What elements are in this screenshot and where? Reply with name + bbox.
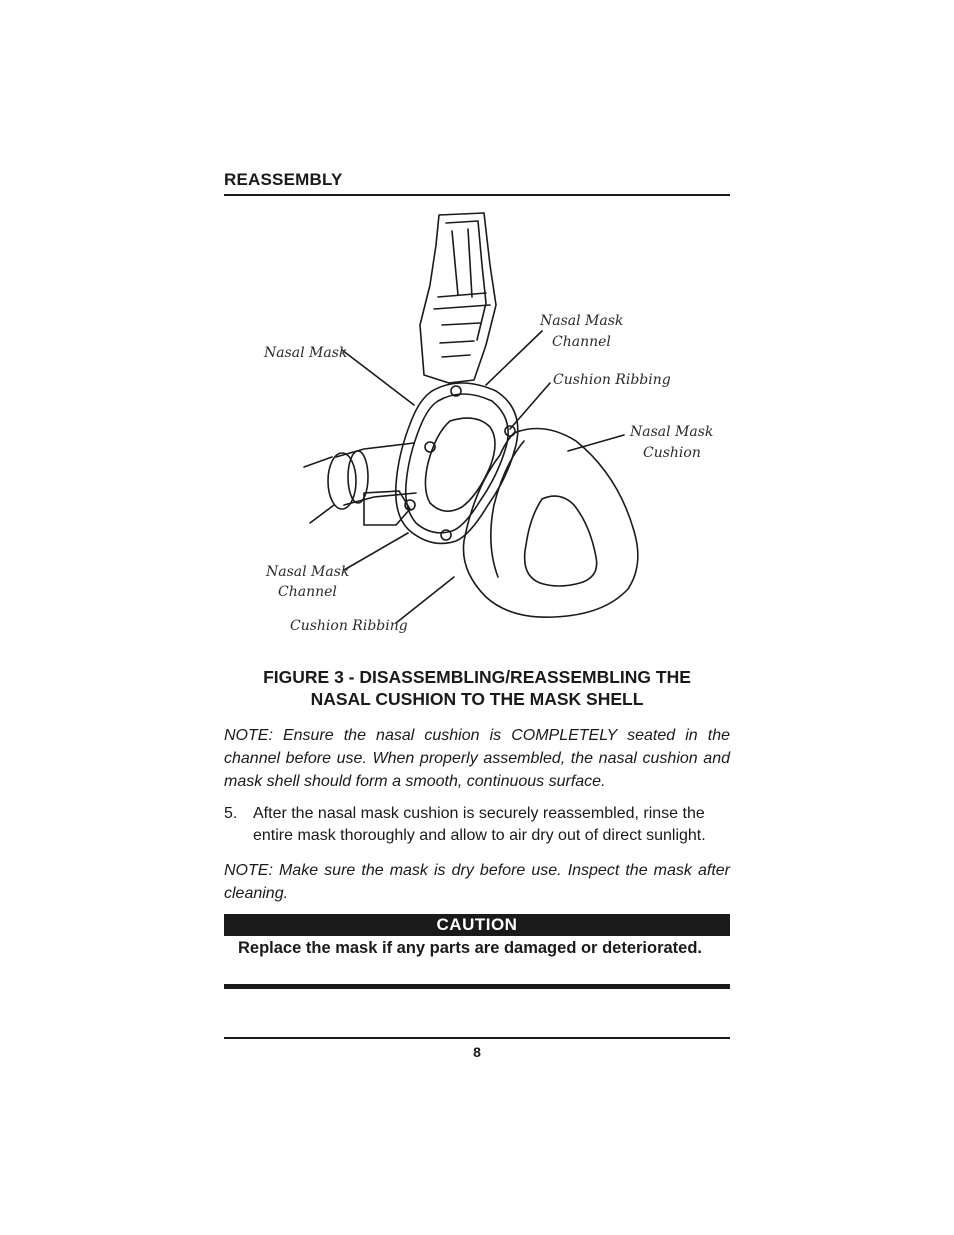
label-ribbing-top: Cushion Ribbing — [553, 372, 671, 388]
caption-line-1: FIGURE 3 - DISASSEMBLING/REASSEMBLING THE — [263, 667, 691, 687]
label-channel-top-2: Channel — [552, 334, 611, 350]
page-number: 8 — [473, 1044, 481, 1060]
headgear-clip — [420, 213, 496, 383]
footer-rule — [224, 1037, 730, 1039]
step-number: 5. — [224, 805, 238, 822]
step-5 — [224, 803, 730, 847]
note-dry: NOTE: Make sure the mask is dry before use. Inspect the mask after cleaning. — [224, 862, 730, 902]
heading-rule — [224, 194, 730, 196]
label-channel-top-1: Nasal Mask — [540, 313, 624, 329]
caution-title: CAUTION — [224, 914, 730, 936]
label-channel-bottom-2: Channel — [278, 584, 337, 600]
caption-line-2: NASAL CUSHION TO THE MASK SHELL — [310, 689, 644, 709]
figure-mask-illustration — [224, 205, 730, 655]
mask-illustration — [224, 205, 730, 655]
note-seating: NOTE: Ensure the nasal cushion is COMPLETELY seated in the channel before use. When properly assembled, the nasal cushion and mask shell should form a smooth, continuous surface. — [224, 727, 730, 790]
nasal-cushion — [463, 429, 637, 618]
label-cushion-1: Nasal Mask — [630, 424, 714, 440]
step-text: After the nasal mask cushion is securely reassembled, rinse the entire mask thoroughly and allow to air dry out of direct sunlight. — [253, 805, 706, 844]
label-nasal-mask: Nasal Mask — [264, 345, 348, 361]
section-heading: REASSEMBLY — [224, 170, 343, 189]
caution-rule — [224, 984, 730, 989]
label-ribbing-bottom: Cushion Ribbing — [290, 618, 408, 634]
caution-text: Replace the mask if any parts are damaged or deteriorated. — [238, 939, 703, 957]
figure-caption — [224, 666, 730, 710]
label-channel-bottom-1: Nasal Mask — [266, 564, 350, 580]
label-cushion-2: Cushion — [643, 445, 701, 461]
